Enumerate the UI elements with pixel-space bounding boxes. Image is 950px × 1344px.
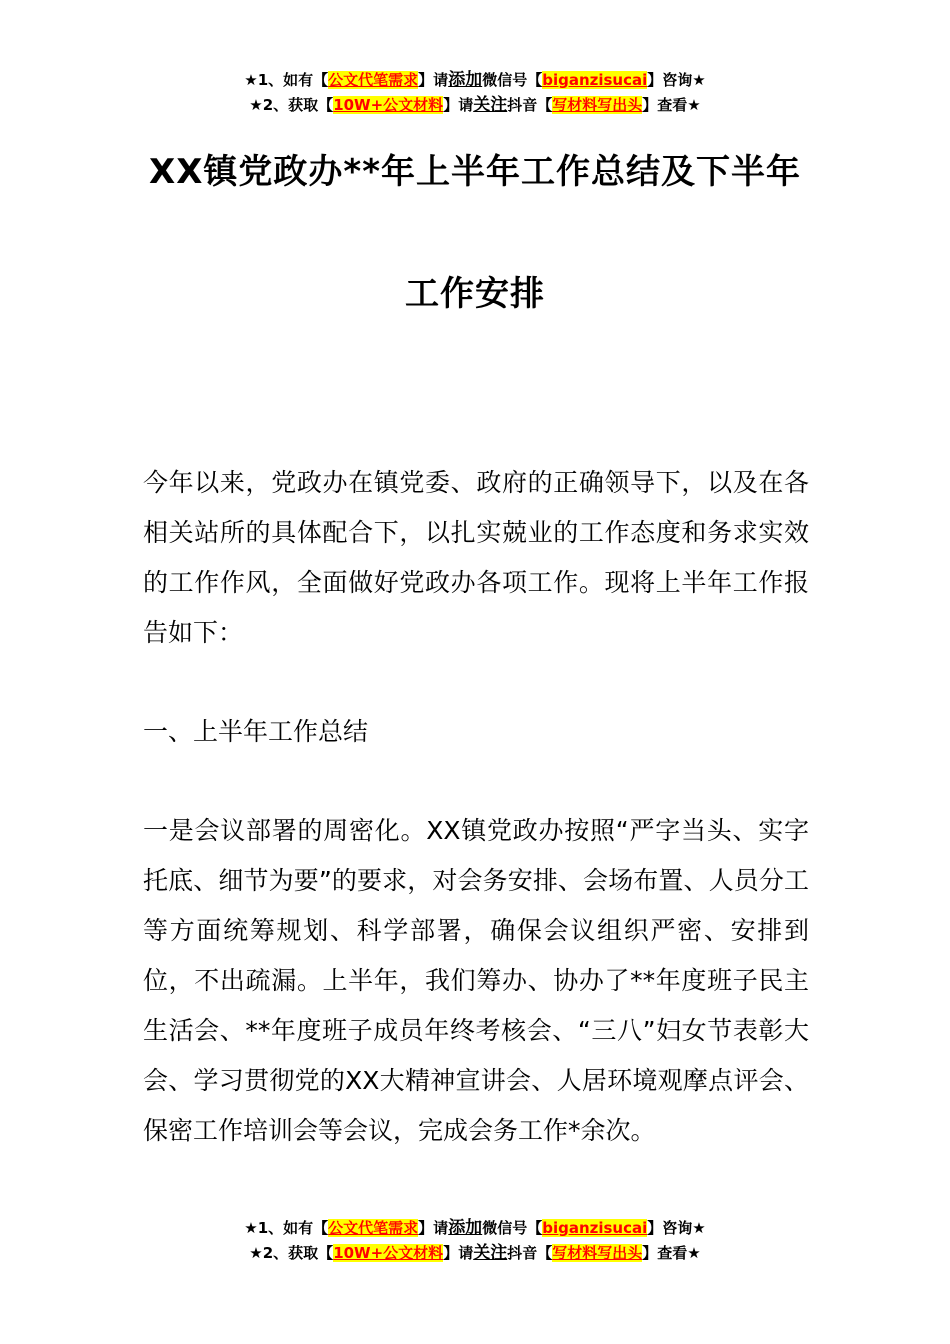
body-paragraph-intro: 今年以来，党政办在镇党委、政府的正确领导下，以及在各相关站所的具体配合下，以扎实兢业的工作态度和务求实效的工作作风，全面做好党政办各项工作。现将上半年工作报告如下：	[143, 468, 809, 647]
banner-text: 】查看★	[642, 1244, 701, 1262]
header-banner	[0, 68, 950, 118]
banner-highlight-douyin: 写材料写出头	[552, 1244, 643, 1262]
banner-highlight-materials: 10W+公文材料	[333, 96, 444, 114]
banner-text: ★2、获取【	[249, 96, 334, 114]
banner-line-1	[0, 68, 950, 93]
banner-text: 】请	[418, 1219, 449, 1237]
banner-highlight-wechat-id: biganzisucai	[542, 71, 648, 89]
banner-highlight-douyin: 写材料写出头	[552, 96, 643, 114]
banner-emphasis: 关注	[473, 1243, 508, 1263]
banner-text: 微信号【	[482, 1219, 543, 1237]
banner-emphasis: 添加	[448, 70, 483, 90]
banner-text: 抖音【	[507, 96, 553, 114]
footer-banner	[0, 1216, 950, 1266]
document-title-line-2: 工作安排	[405, 274, 545, 314]
banner-highlight-service: 公文代笔需求	[328, 1219, 419, 1237]
banner-highlight-service: 公文代笔需求	[328, 71, 419, 89]
banner-text: 】请	[418, 71, 449, 89]
section-heading: 一、上半年工作总结	[143, 717, 369, 746]
banner-text: 】请	[443, 96, 474, 114]
body-paragraph-meetings: 一是会议部署的周密化。XX镇党政办按照“严字当头、实字托底、细节为要”的要求，对会务安排、会场布置、人员分工等方面统筹规划、科学部署，确保会议组织严密、安排到位，不出疏漏。上半年，我们筹办、协办了**年度班子民主生活会、**年度班子成员年终考核会、“三八”妇女节表彰大会、学习贯彻党的XX大精神宣讲会、人居环境观摩点评会、保密工作培训会等会议，完成会务工作*余次。	[143, 816, 809, 1145]
banner-line-1	[0, 1216, 950, 1241]
banner-highlight-materials: 10W+公文材料	[333, 1244, 444, 1262]
banner-text: ★1、如有【	[244, 71, 329, 89]
banner-text: 】请	[443, 1244, 474, 1262]
banner-highlight-wechat-id: biganzisucai	[542, 1219, 648, 1237]
banner-text: ★2、获取【	[249, 1244, 334, 1262]
banner-text: ★1、如有【	[244, 1219, 329, 1237]
banner-text: 微信号【	[482, 71, 543, 89]
banner-text: 】咨询★	[647, 1219, 706, 1237]
banner-emphasis: 关注	[473, 95, 508, 115]
banner-line-2	[0, 93, 950, 118]
document-title-line-1: XX镇党政办**年上半年工作总结及下半年	[149, 152, 801, 192]
banner-emphasis: 添加	[448, 1218, 483, 1238]
banner-line-2	[0, 1241, 950, 1266]
banner-text: 抖音【	[507, 1244, 553, 1262]
banner-text: 】咨询★	[647, 71, 706, 89]
banner-text: 】查看★	[642, 96, 701, 114]
